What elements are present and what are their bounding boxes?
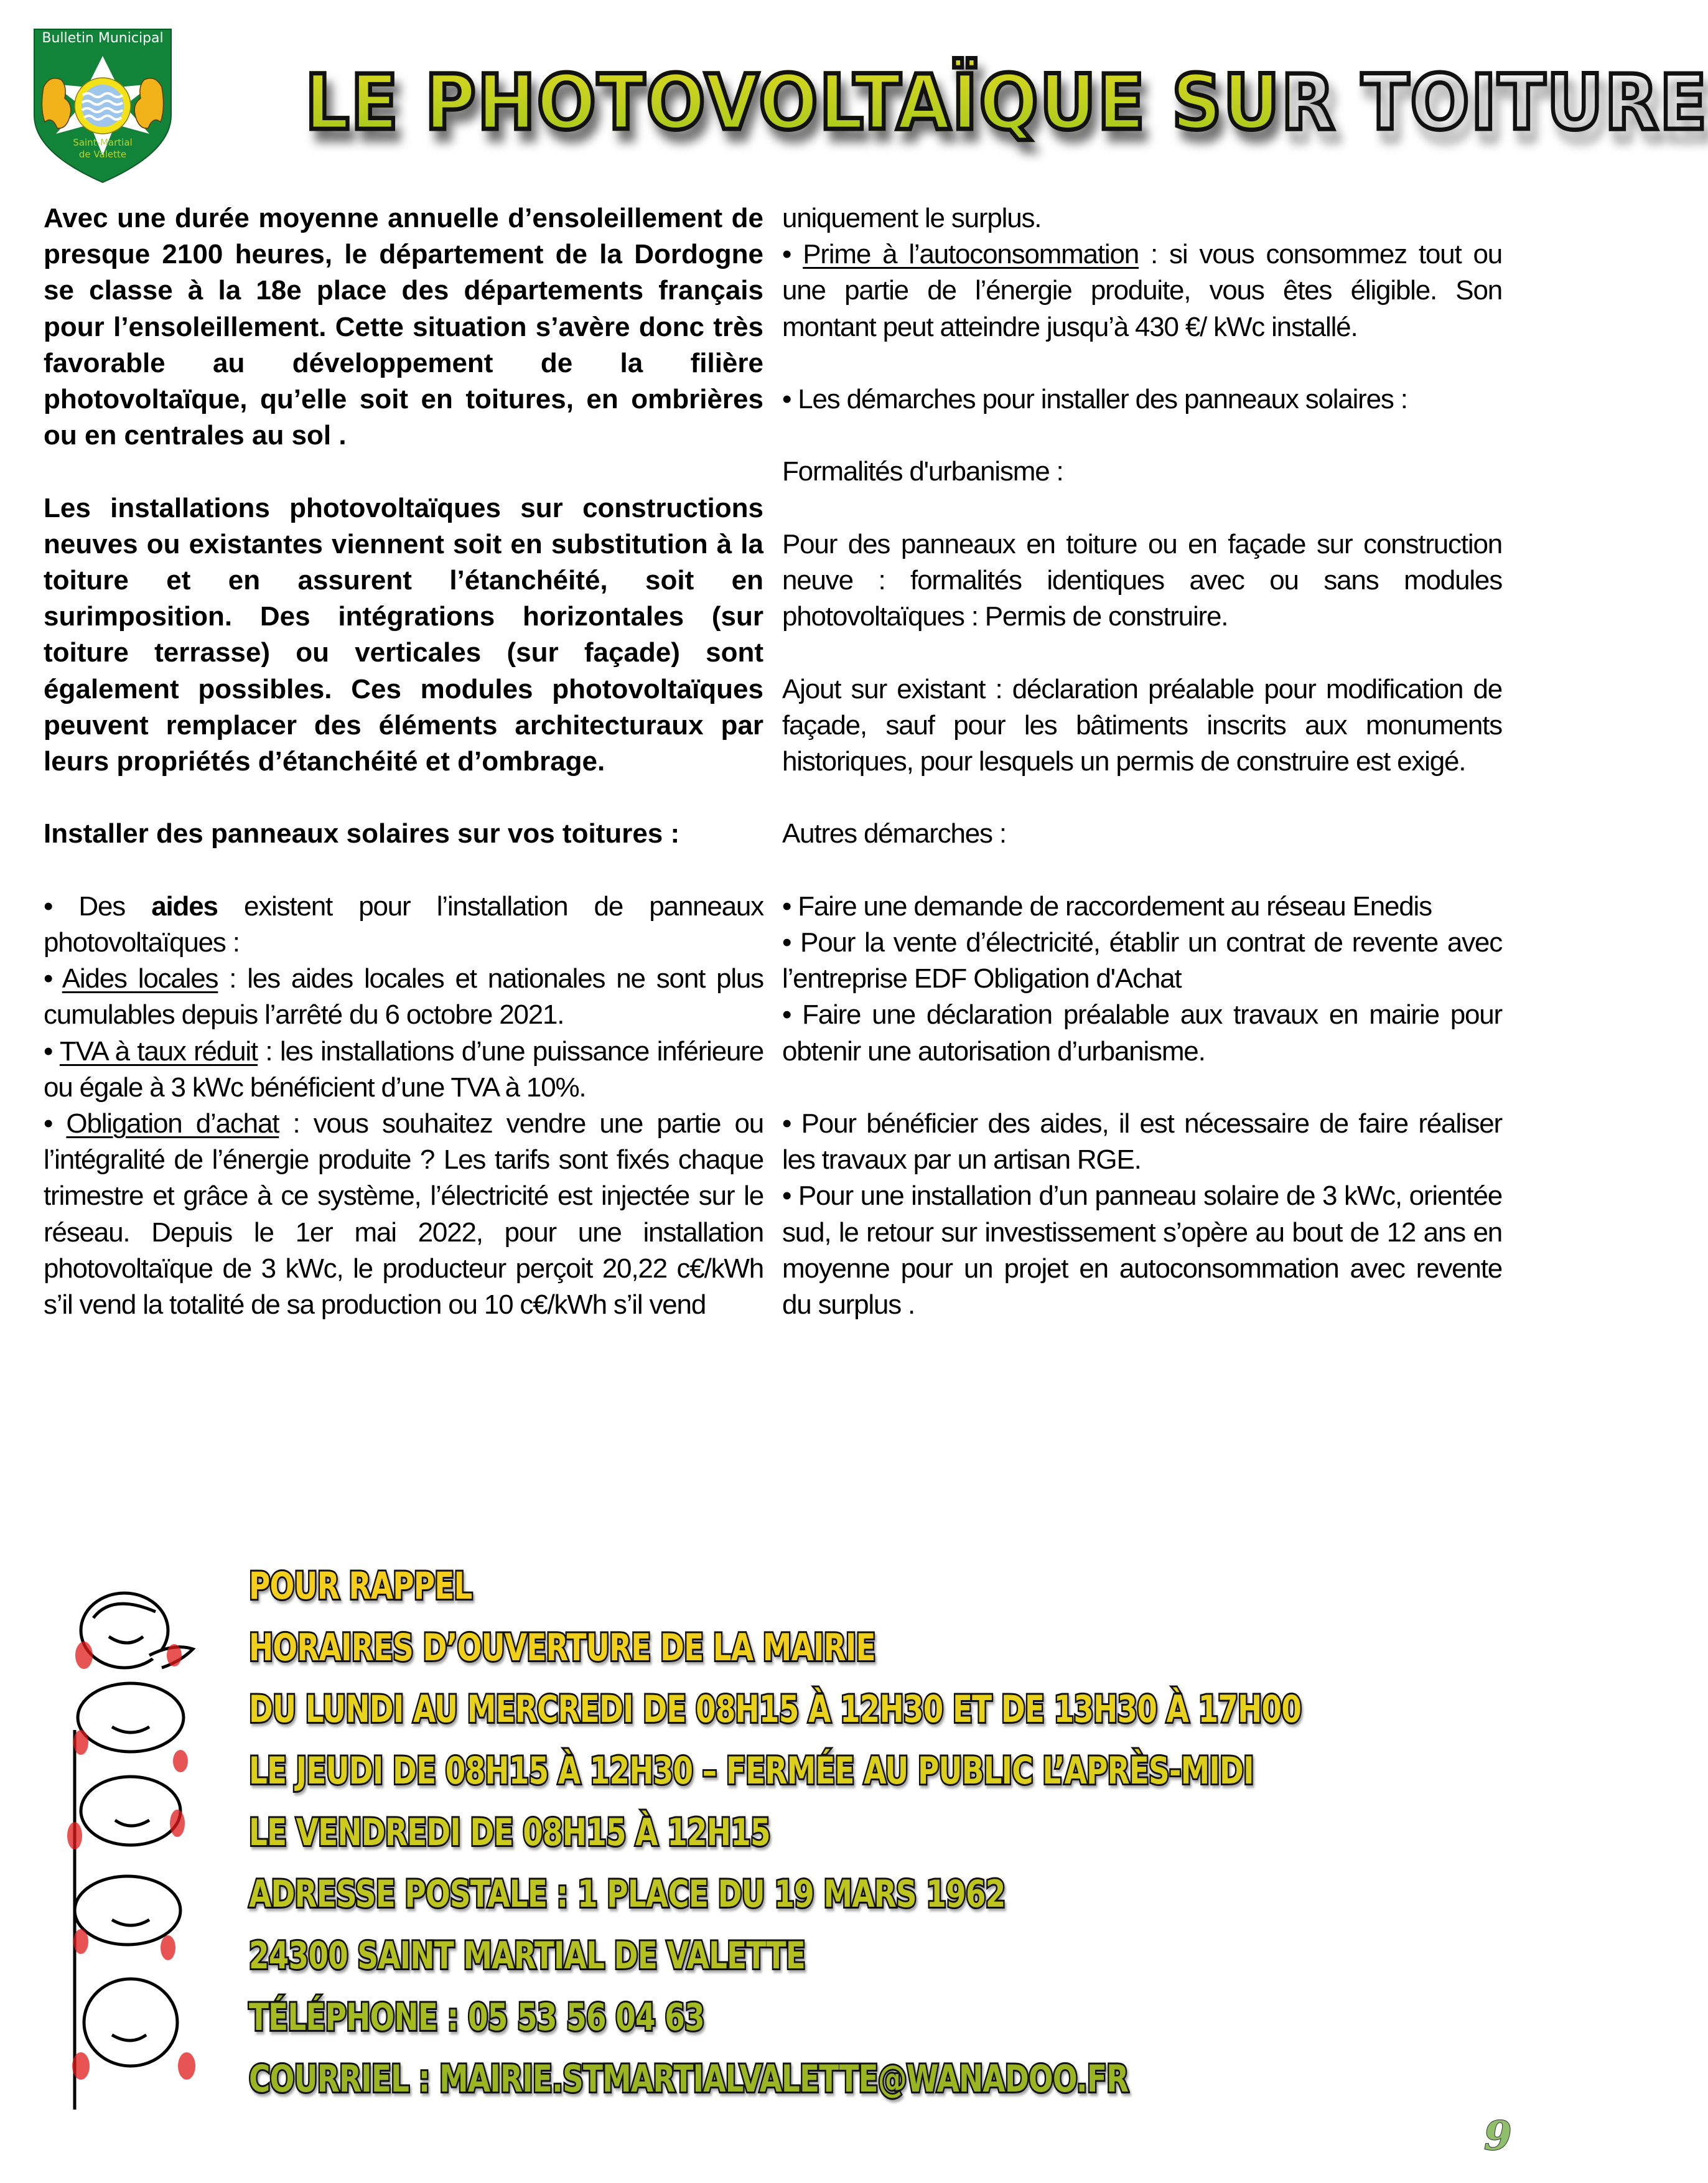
right-column bbox=[782, 200, 1502, 1323]
install-heading: Installer des panneaux solaires sur vos toitures : bbox=[44, 818, 680, 849]
left-column bbox=[44, 200, 763, 1323]
page-number: 9 bbox=[1484, 2113, 1512, 2159]
prime-text: : si vous consommez tout ou une partie de l’énergie produite, vous êtes éligible. Son montant peut atteindre jusqu’à 430 €/ kWc installé. bbox=[782, 239, 1502, 342]
stacked-characters-illustration bbox=[56, 1574, 205, 2128]
list-item: • Pour bénéficier des aides, il est nécessaire de faire réaliser les travaux par un artisan RGE. bbox=[782, 1108, 1502, 1176]
list-item: • Pour la vente d’électricité, établir un contrat de revente avec l’entreprise EDF Obligation d'Achat bbox=[782, 927, 1502, 994]
hours-mon-wed: DU LUNDI AU MERCREDI DE 08H15 À 12H30 ET DE 13H30 À 17H00 bbox=[249, 1688, 1302, 1731]
hours-thursday: LE JEUDI DE 08H15 À 12H30 – FERMÉE AU PUBLIC L’APRÈS-MIDI bbox=[249, 1749, 1254, 1793]
municipal-crest-logo bbox=[31, 28, 174, 184]
prime-label: Prime à l’autoconsommation bbox=[803, 239, 1139, 270]
autres-heading: Autres démarches : bbox=[782, 818, 1006, 849]
list-item: • Faire une déclaration préalable aux travaux en mairie pour obtenir une autorisation d’urbanisme. bbox=[782, 999, 1502, 1067]
phone-number: TÉLÉPHONE : 05 53 56 04 63 bbox=[249, 1996, 704, 2039]
tva-label: TVA à taux réduit bbox=[59, 1035, 258, 1067]
aides-suffix: existent pour l’installation de panneaux photovoltaïques : bbox=[44, 890, 763, 958]
intro-paragraph: Avec une durée moyenne annuelle d’ensoleillement de presque 2100 heures, le département de la Dordogne se classe à la 18e place des départements français pour l’ensoleillement. Cette situation s’avère donc très favorable au développement de la filière photovoltaïque, qu’elle soit en toitures, en ombrières ou en centrales au sol . bbox=[44, 203, 763, 451]
postal-city: 24300 SAINT MARTIAL DE VALETTE bbox=[249, 1934, 805, 1978]
formalites-heading: Formalités d'urbanisme : bbox=[782, 456, 1063, 487]
list-item: • Faire une demande de raccordement au réseau Enedis bbox=[782, 890, 1432, 922]
email-address[interactable]: COURRIEL : MAIRIE.STMARTIALVALETTE@WANADOO.FR bbox=[249, 2057, 1129, 2101]
aides-prefix: • Des bbox=[44, 890, 152, 922]
postal-address: ADRESSE POSTALE : 1 PLACE DU 19 MARS 1962 bbox=[249, 1872, 1006, 1916]
crest-bottom-label-2: de Valette bbox=[78, 149, 127, 160]
crest-top-label: Bulletin Municipal bbox=[42, 30, 164, 46]
shield-icon bbox=[31, 28, 174, 184]
aides-locales-text: : les aides locales et nationales ne sont plus cumulables depuis l’arrêté du 6 octobre 2021. bbox=[44, 963, 763, 1031]
crest-bottom-label-1: Saint-Martial bbox=[73, 137, 133, 148]
installations-paragraph: Les installations photovoltaïques sur constructions neuves ou existantes viennent soit en substitution à la toiture et en assurent l’étanchéité, soit en surimposition. Des intégrations horizontales (sur toiture terrasse) ou verticales (sur façade) sont également possibles. Ces modules photovoltaïques peuvent remplacer des éléments architecturaux par leurs propriétés d’étanchéité et d’ombrage. bbox=[44, 492, 763, 777]
tva-item: • TVA à taux réduit : les installations d’une puissance inférieure ou égale à 3 kWc bénéficient d’une TVA à 10%. bbox=[44, 1035, 764, 1103]
ajout-existant-paragraph: Ajout sur existant : déclaration préalable pour modification de façade, sauf pour les bâtiments inscrits aux monuments historiques, pour lesquels un permis de construire est exigé. bbox=[782, 673, 1502, 777]
page-title: LE PHOTOVOLTAÏQUE SUR TOITURE bbox=[305, 44, 1289, 162]
hours-friday: LE VENDREDI DE 08H15 À 12H15 bbox=[249, 1811, 770, 1854]
construction-neuve-paragraph: Pour des panneaux en toiture ou en façade sur construction neuve : formalités identiques avec ou sans modules photovoltaïques : Permis de construire. bbox=[782, 528, 1502, 632]
aides-locales-item: • Aides locales : les aides locales et nationales ne sont plus cumulables depuis l’arrêté du 6 octobre 2021. bbox=[44, 963, 763, 1031]
aides-bold: aides bbox=[151, 890, 218, 922]
prime-item: • Prime à l’autoconsommation : si vous consommez tout ou une partie de l’énergie produite, vous êtes éligible. Son montant peut atteindre jusqu’à 430 €/ kWc installé. bbox=[782, 239, 1502, 342]
aides-locales-label: Aides locales bbox=[62, 963, 218, 994]
obligation-label: Obligation d’achat bbox=[66, 1108, 279, 1139]
cartoon-icon bbox=[56, 1574, 205, 2128]
town-hall-reminder bbox=[249, 1556, 1598, 2110]
reminder-heading: POUR RAPPEL bbox=[249, 1564, 472, 1608]
obligation-item: • Obligation d’achat : vous souhaitez vendre une partie ou l’intégralité de l’énergie produite ? Les tarifs sont fixés chaque trimestre et grâce à ce système, l’électricité est injectée sur le réseau. Depuis le 1er mai 2022, pour une installation photovoltaïque de 3 kWc, le producteur perçoit 20,22 c€/kWh s’il vend la totalité de sa production ou 10 c€/kWh s’il vend bbox=[44, 1108, 763, 1321]
tva-text: : les installations d’une puissance inférieure ou égale à 3 kWc bénéficient d’une TVA à 10%. bbox=[44, 1035, 764, 1103]
opening-hours-heading: HORAIRES D’OUVERTURE DE LA MAIRIE bbox=[249, 1626, 875, 1670]
demarches-intro: • Les démarches pour installer des panneaux solaires : bbox=[782, 384, 1407, 414]
surplus-continuation: uniquement le surplus. bbox=[782, 203, 1042, 233]
obligation-text: : vous souhaitez vendre une partie ou l’intégralité de l’énergie produite ? Les tarifs sont fixés chaque trimestre et grâce à ce système, l’électricité est injectée sur le réseau. Depuis le 1er mai 2022, pour une installation photovoltaïque de 3 kWc, le producteur perçoit 20,22 c€/kWh s’il vend la totalité de sa production ou 10 c€/kWh s’il vend bbox=[44, 1108, 763, 1321]
aides-paragraph bbox=[44, 889, 763, 961]
list-item: • Pour une installation d’un panneau solaire de 3 kWc, orientée sud, le retour sur investissement s’opère au bout de 12 ans en moyenne pour un projet en autoconsommation avec revente du surplus . bbox=[782, 1180, 1502, 1320]
page-title-banner bbox=[305, 44, 1708, 162]
